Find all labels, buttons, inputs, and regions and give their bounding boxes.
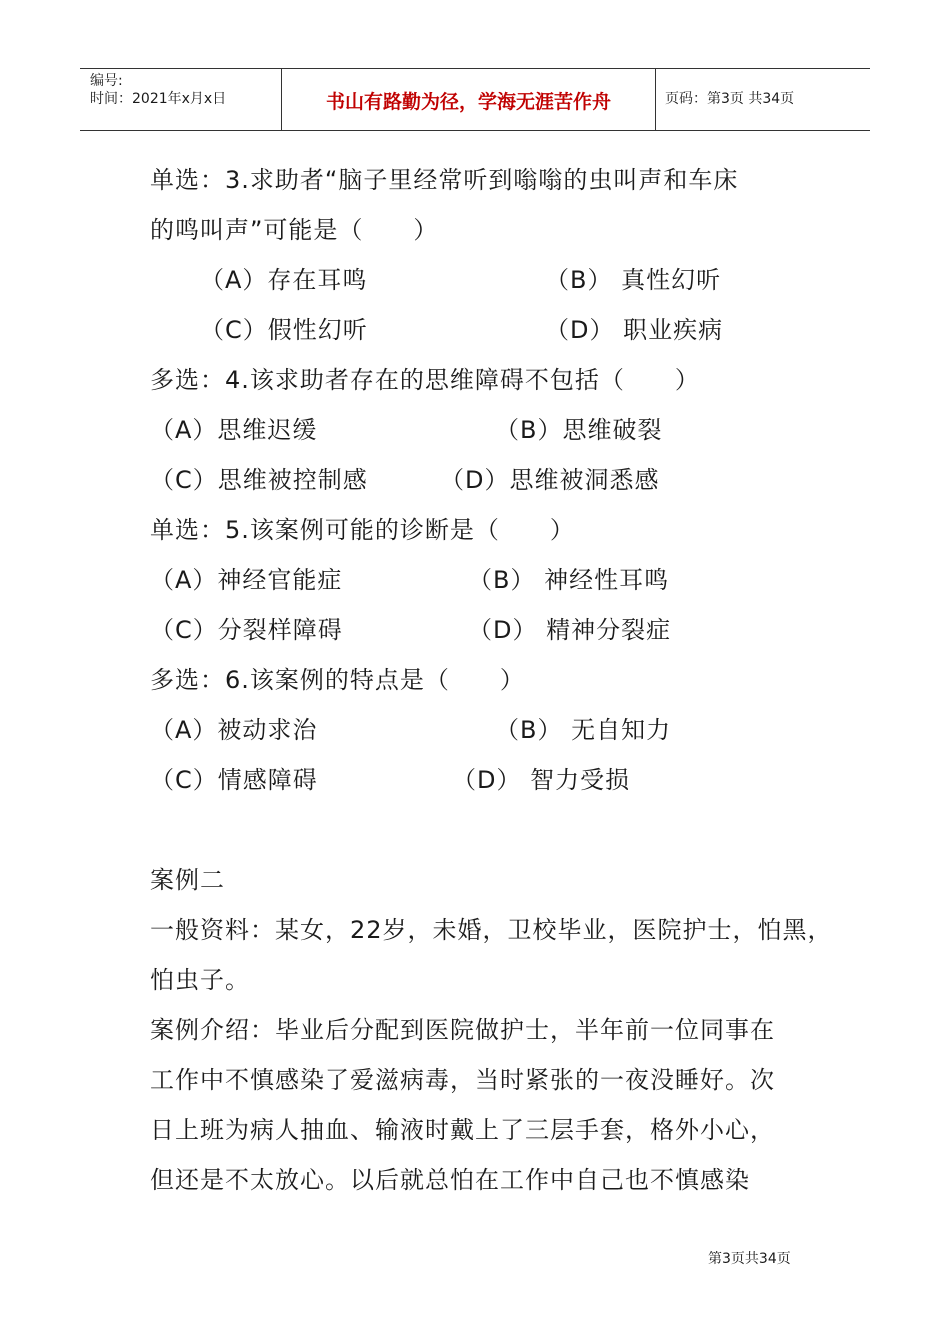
q4-option-d: （D）思维被洞悉感: [440, 466, 660, 494]
case2-intro-line1: 案例介绍：毕业后分配到医院做护士，半年前一位同事在: [150, 1016, 775, 1044]
q4-stem: 多选：4.该求助者存在的思维障碍不包括（ ）: [150, 366, 700, 394]
q3-option-b: （B） 真性幻听: [545, 266, 722, 294]
case2-general-line2: 怕虫子。: [150, 966, 250, 994]
header-motto: 书山有路勤为径，学海无涯苦作舟: [325, 91, 611, 113]
q4-option-c: （C）思维被控制感: [150, 466, 368, 494]
q3-option-c: （C）假性幻听: [200, 316, 368, 344]
q3-option-a: （A）存在耳鸣: [200, 266, 368, 294]
q3-stem-line1: 单选：3.求助者“脑子里经常听到嗡嗡的虫叫声和车床: [150, 166, 739, 194]
case2-intro-line4: 但还是不太放心。以后就总怕在工作中自己也不慎感染: [150, 1166, 750, 1194]
q3-stem-line2: 的鸣叫声”可能是（ ）: [150, 216, 439, 244]
q5-option-d: （D） 精神分裂症: [468, 616, 672, 644]
page-header: [80, 68, 870, 131]
q6-option-b: （B） 无自知力: [495, 716, 672, 744]
q4-option-b: （B）思维破裂: [495, 416, 663, 444]
q4-option-a: （A）思维迟缓: [150, 416, 318, 444]
document-number-label: 编号:: [90, 73, 123, 89]
q6-option-c: （C）情感障碍: [150, 766, 318, 794]
q6-stem: 多选：6.该案例的特点是（ ）: [150, 666, 525, 694]
q3-option-d: （D） 职业疾病: [545, 316, 724, 344]
q5-option-a: （A）神经官能症: [150, 566, 343, 594]
case2-intro-line3: 日上班为病人抽血、输液时戴上了三层手套，格外小心，: [150, 1116, 775, 1144]
q5-option-b: （B） 神经性耳鸣: [468, 566, 670, 594]
case2-intro-line2: 工作中不慎感染了爱滋病毒，当时紧张的一夜没睡好。次: [150, 1066, 775, 1094]
header-meta-cell: [80, 69, 281, 130]
case2-title: 案例二: [150, 866, 225, 894]
q6-option-d: （D） 智力受损: [452, 766, 631, 794]
header-page-cell: [655, 69, 870, 130]
q5-stem: 单选：5.该案例可能的诊断是（ ）: [150, 516, 575, 544]
document-date-label: 时间：2021年x月x日: [90, 91, 227, 107]
header-motto-cell: [281, 69, 656, 130]
case2-general-line1: 一般资料：某女，22岁，未婚，卫校毕业，医院护士，怕黑，: [150, 916, 833, 944]
q5-option-c: （C）分裂样障碍: [150, 616, 343, 644]
q6-option-a: （A）被动求治: [150, 716, 318, 744]
header-page-label: 页码：第3页 共34页: [665, 91, 795, 107]
page-footer-number: 第3页共34页: [708, 1251, 791, 1267]
